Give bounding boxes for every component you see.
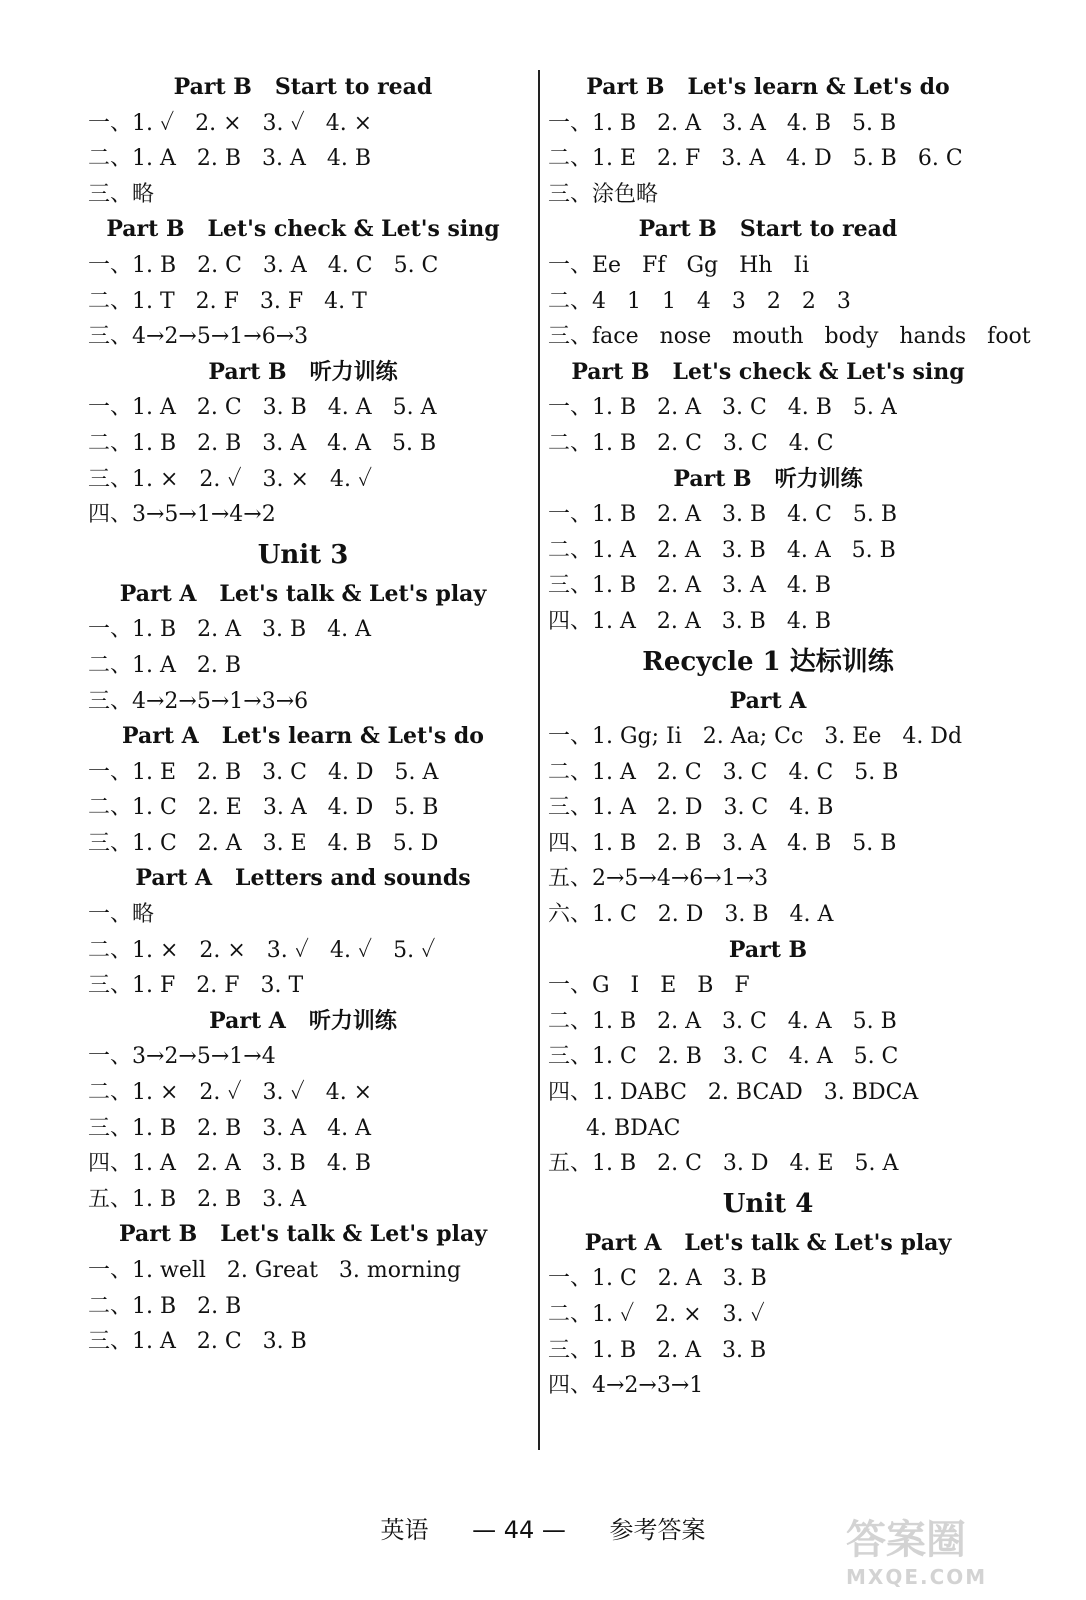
answer-line: 三、1. × 2. ✓ 3. × 4. ✓ xyxy=(88,466,373,492)
answer-line: 一、1. A 2. C 3. B 4. A 5. A xyxy=(88,395,437,421)
answer-line: 二、1. E 2. F 3. A 4. D 5. B 6. C xyxy=(548,146,963,172)
answer-line: 三、1. C 2. B 3. C 4. A 5. C xyxy=(548,1044,899,1070)
answer-line: 二、1. × 2. ✓ 3. ✓ 4. × xyxy=(88,1080,373,1106)
answer-line: 三、1. A 2. C 3. B xyxy=(88,1329,307,1355)
section-heading: Part A xyxy=(729,687,807,714)
section-heading: Part B Let's check & Let's sing xyxy=(571,358,965,385)
answer-line: 二、1. C 2. E 3. A 4. D 5. B xyxy=(88,795,439,821)
answer-line: 一、1. E 2. B 3. C 4. D 5. A xyxy=(88,759,439,785)
answer-line: 四、3→5→1→4→2 xyxy=(88,502,276,528)
answer-line: 五、2→5→4→6→1→3 xyxy=(548,866,769,892)
answer-line: 六、1. C 2. D 3. B 4. A xyxy=(548,902,834,928)
answer-line: 三、4→2→5→1→6→3 xyxy=(88,324,309,350)
answer-line: 三、涂色略 xyxy=(548,181,659,207)
answer-line: 二、1. B 2. A 3. C 4. A 5. B xyxy=(548,1008,897,1034)
watermark-top-text: 答案圈 xyxy=(846,1517,966,1563)
section-heading: Part A Letters and sounds xyxy=(135,865,471,892)
section-heading: Part B Start to read xyxy=(638,216,898,243)
answer-line: 二、1. ✓ 2. × 3. ✓ xyxy=(548,1302,765,1327)
answer-line: 一、3→2→5→1→4 xyxy=(88,1044,276,1070)
section-heading: Part B Let's learn & Let's do xyxy=(586,74,950,100)
footer-page-number: — 44 — xyxy=(472,1516,566,1544)
answer-line: 一、1. B 2. C 3. A 4. C 5. C xyxy=(88,252,439,278)
answer-line: 五、1. B 2. B 3. A xyxy=(88,1186,307,1212)
answer-line: 三、1. C 2. A 3. E 4. B 5. D xyxy=(88,830,439,856)
section-heading: Part A Let's learn & Let's do xyxy=(122,723,484,750)
answer-line: 三、1. F 2. F 3. T xyxy=(88,973,304,999)
section-heading: Part B Start to read xyxy=(173,74,433,100)
answer-line: 四、1. B 2. B 3. A 4. B 5. B xyxy=(548,830,897,856)
footer-label: 参考答案 xyxy=(609,1516,706,1544)
watermark-bottom-text: MXQE.COM xyxy=(846,1565,988,1589)
answer-line: 三、1. A 2. D 3. C 4. B xyxy=(548,795,834,821)
unit-title: Recycle 1 达标训练 xyxy=(642,646,894,677)
answer-line: 二、1. A 2. C 3. C 4. C 5. B xyxy=(548,759,899,785)
answer-line: 二、1. A 2. B 3. A 4. B xyxy=(88,146,371,172)
left-answer-column xyxy=(88,70,518,1360)
answer-line: 二、1. A 2. B xyxy=(88,652,242,678)
answer-line: 二、1. × 2. × 3. ✓ 4. ✓ 5. ✓ xyxy=(88,937,436,963)
section-heading: Part B Let's talk & Let's play xyxy=(119,1221,487,1248)
answer-line: 四、4→2→3→1 xyxy=(548,1373,704,1399)
answer-line: 三、1. B 2. A 3. A 4. B xyxy=(548,573,831,599)
answer-line: 一、Ee Ff Gg Hh Ii xyxy=(548,252,810,278)
column-divider xyxy=(538,70,540,1450)
answer-line: 四、1. A 2. A 3. B 4. B xyxy=(88,1151,371,1177)
answer-line: 二、1. B 2. B xyxy=(88,1293,242,1319)
answer-line: 4. BDAC xyxy=(586,1115,681,1141)
answer-line: 二、1. B 2. C 3. C 4. C xyxy=(548,430,834,456)
answer-line: 一、1. B 2. A 3. B 4. C 5. B xyxy=(548,502,898,528)
watermark-logo xyxy=(846,1508,1046,1588)
footer-subject: 英语 xyxy=(380,1516,429,1544)
answer-line: 三、略 xyxy=(88,181,155,207)
answer-line: 二、1. A 2. A 3. B 4. A 5. B xyxy=(548,537,896,563)
answer-line: 一、1. ✓ 2. × 3. ✓ 4. × xyxy=(88,110,373,136)
section-heading: Part B xyxy=(728,936,808,963)
answer-line: 一、略 xyxy=(88,902,155,928)
answer-line: 一、1. Gg; Ii 2. Aa; Cc 3. Ee 4. Dd xyxy=(548,724,963,750)
answer-line: 三、face nose mouth body hands foot xyxy=(548,324,1031,350)
answer-line: 一、1. B 2. A 3. C 4. B 5. A xyxy=(548,395,897,421)
section-heading: Part A Let's talk & Let's play xyxy=(584,1229,952,1256)
answer-line: 一、1. C 2. A 3. B xyxy=(548,1266,767,1292)
answer-line: 一、G I E B F xyxy=(548,973,750,999)
unit-title: Unit 4 xyxy=(722,1188,814,1219)
answer-line: 二、4 1 1 4 3 2 2 3 xyxy=(548,288,851,314)
answer-line: 四、1. DABC 2. BCAD 3. BDCA xyxy=(548,1080,919,1106)
section-heading: Part A 听力训练 xyxy=(209,1007,397,1034)
answer-line: 三、4→2→5→1→3→6 xyxy=(88,688,309,714)
section-heading: Part B Let's check & Let's sing xyxy=(106,216,500,243)
answer-line: 三、1. B 2. A 3. B xyxy=(548,1337,767,1363)
answer-line: 四、1. A 2. A 3. B 4. B xyxy=(548,608,831,634)
section-heading: Part B 听力训练 xyxy=(673,465,863,492)
answer-line: 三、1. B 2. B 3. A 4. A xyxy=(88,1115,371,1141)
answer-line: 一、1. well 2. Great 3. morning xyxy=(88,1258,461,1283)
answer-line: 一、1. B 2. A 3. B 4. A xyxy=(88,617,371,643)
section-heading: Part B 听力训练 xyxy=(208,358,398,385)
answer-line: 二、1. B 2. B 3. A 4. A 5. B xyxy=(88,430,437,456)
answer-line: 二、1. T 2. F 3. F 4. T xyxy=(88,288,367,314)
right-answer-column xyxy=(548,70,1031,1404)
section-heading: Part A Let's talk & Let's play xyxy=(119,580,487,607)
answer-line: 一、1. B 2. A 3. A 4. B 5. B xyxy=(548,110,897,136)
answer-line: 五、1. B 2. C 3. D 4. E 5. A xyxy=(548,1151,899,1177)
unit-title: Unit 3 xyxy=(257,539,349,570)
